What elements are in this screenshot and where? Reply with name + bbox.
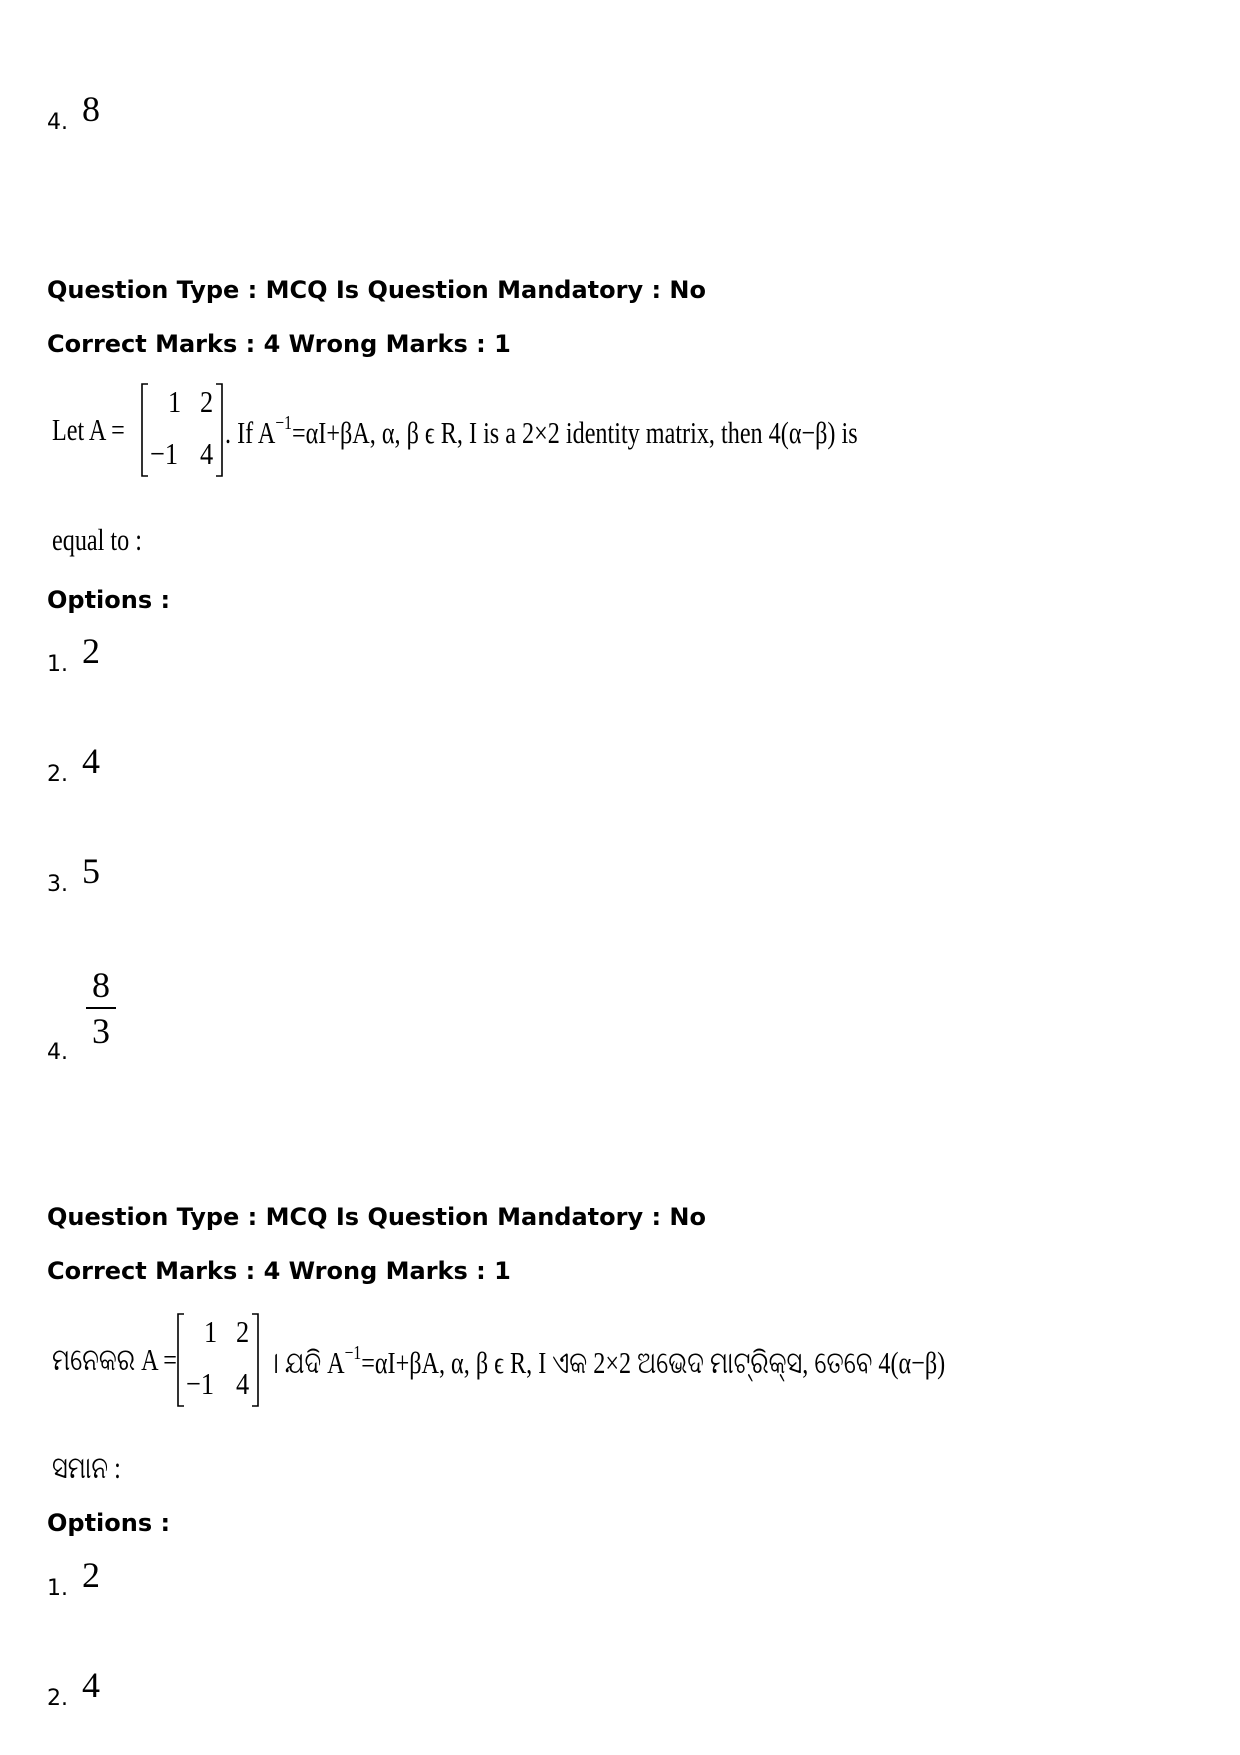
fraction-numerator: 8	[92, 965, 110, 1005]
matrix-cell: 1	[204, 1314, 218, 1349]
superscript: −1	[344, 1342, 362, 1364]
option-number: 1.	[47, 652, 68, 677]
text-segment: । ଯଦି A	[268, 1345, 345, 1380]
question-type-line: Question Type : MCQ Is Question Mandatory : No	[47, 1203, 706, 1231]
option-value: 5	[82, 851, 100, 891]
question-text-body	[268, 1342, 945, 1382]
fraction-bar	[86, 1007, 116, 1009]
option-fraction	[84, 966, 118, 1050]
matrix-cell: −1	[150, 436, 179, 471]
option-number: 3.	[47, 872, 68, 897]
marks-line: Correct Marks : 4 Wrong Marks : 1	[47, 330, 511, 358]
matrix-cell: 2	[236, 1314, 250, 1349]
option-value: 2	[82, 1555, 100, 1595]
marks-line: Correct Marks : 4 Wrong Marks : 1	[47, 1257, 511, 1285]
matrix-cell: 4	[236, 1366, 250, 1401]
question-text-body	[225, 412, 858, 451]
question-text-line2: ସମାନ :	[52, 1450, 121, 1485]
option-number: 4.	[47, 110, 68, 135]
option-value: 4	[82, 741, 100, 781]
question-text-lead: ମନେକର A =	[52, 1342, 177, 1377]
option-number: 2.	[47, 762, 68, 787]
question-type-line: Question Type : MCQ Is Question Mandatory : No	[47, 276, 706, 304]
options-label: Options :	[47, 1509, 171, 1537]
text-segment: . If A	[225, 415, 276, 450]
question-text-line2: equal to :	[52, 522, 142, 557]
option-value: 8	[82, 89, 100, 129]
option-number: 2.	[47, 1686, 68, 1711]
option-value: 4	[82, 1665, 100, 1705]
option-value: 2	[82, 631, 100, 671]
matrix-cell: 4	[200, 436, 214, 471]
matrix-cell: 1	[168, 384, 182, 419]
matrix-cell: −1	[186, 1366, 215, 1401]
question-text-lead: Let A =	[52, 412, 125, 447]
text-segment: =αI+βA, α, β ϵ R, I is a 2×2 identity matrix, then 4(α−β) is	[291, 415, 858, 450]
option-number: 4.	[47, 1040, 68, 1065]
options-label: Options :	[47, 586, 171, 614]
fraction-denominator: 3	[92, 1011, 110, 1051]
superscript: −1	[275, 412, 292, 434]
matrix-cell: 2	[200, 384, 214, 419]
text-segment: =αI+βA, α, β ϵ R, I ଏକ 2×2 ଅଭେଦ ମାଟ୍ରିକ୍ସ, ତେବେ 4(α−β)	[361, 1345, 946, 1380]
option-number: 1.	[47, 1576, 68, 1601]
